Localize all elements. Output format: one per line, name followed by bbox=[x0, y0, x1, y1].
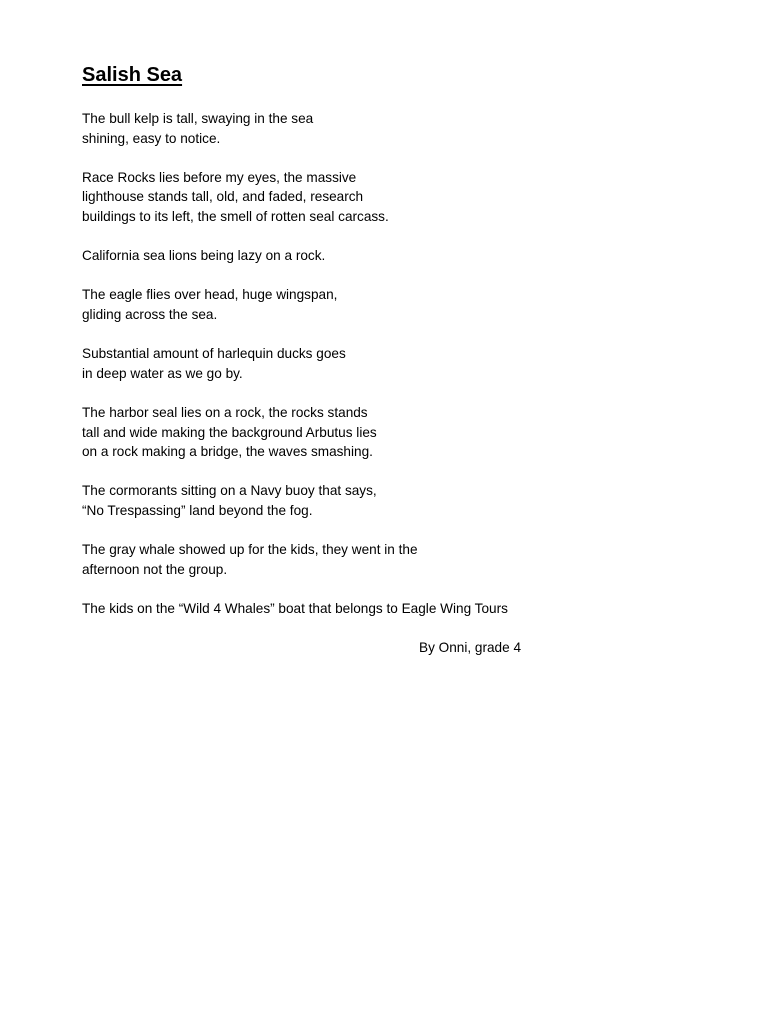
author-byline: By Onni, grade 4 bbox=[419, 640, 522, 655]
poem-line: Substantial amount of harlequin ducks goes bbox=[82, 346, 346, 362]
poem-line: shining, easy to notice. bbox=[82, 130, 221, 146]
stanza bbox=[82, 109, 702, 148]
stanza bbox=[82, 344, 702, 383]
poem-line: The gray whale showed up for the kids, they went in the bbox=[82, 542, 418, 558]
poem-line: The bull kelp is tall, swaying in the sea bbox=[82, 111, 314, 126]
poem-line: “No Trespassing” land beyond the fog. bbox=[82, 502, 313, 518]
stanza bbox=[82, 599, 702, 619]
poem-line: The harbor seal lies on a rock, the rocks stands bbox=[82, 404, 368, 420]
poem-line: tall and wide making the background Arbutus lies bbox=[82, 424, 377, 440]
poem-line: gliding across the sea. bbox=[82, 306, 218, 322]
poem-line: lighthouse stands tall, old, and faded, research bbox=[82, 189, 364, 205]
poem-title: Salish Sea bbox=[82, 64, 183, 86]
poem-line: The cormorants sitting on a Navy buoy that says, bbox=[82, 483, 377, 499]
poem-line: buildings to its left, the smell of rotten seal carcass. bbox=[82, 208, 389, 224]
poem-line: on a rock making a bridge, the waves smashing. bbox=[82, 444, 373, 460]
poem-line: The eagle flies over head, huge wingspan, bbox=[82, 287, 338, 303]
poem-line: California sea lions being lazy on a rock. bbox=[82, 248, 326, 264]
stanza bbox=[82, 540, 702, 579]
poem-line: in deep water as we go by. bbox=[82, 365, 243, 381]
poem-body bbox=[82, 109, 702, 638]
stanza bbox=[82, 285, 702, 324]
poem-line: The kids on the “Wild 4 Whales” boat that belongs to Eagle Wing Tours bbox=[82, 600, 508, 616]
stanza bbox=[82, 168, 702, 227]
stanza bbox=[82, 403, 702, 462]
poem-line: Race Rocks lies before my eyes, the massive bbox=[82, 169, 357, 185]
stanza bbox=[82, 481, 702, 520]
poem-line: afternoon not the group. bbox=[82, 561, 228, 577]
stanza bbox=[82, 246, 702, 266]
